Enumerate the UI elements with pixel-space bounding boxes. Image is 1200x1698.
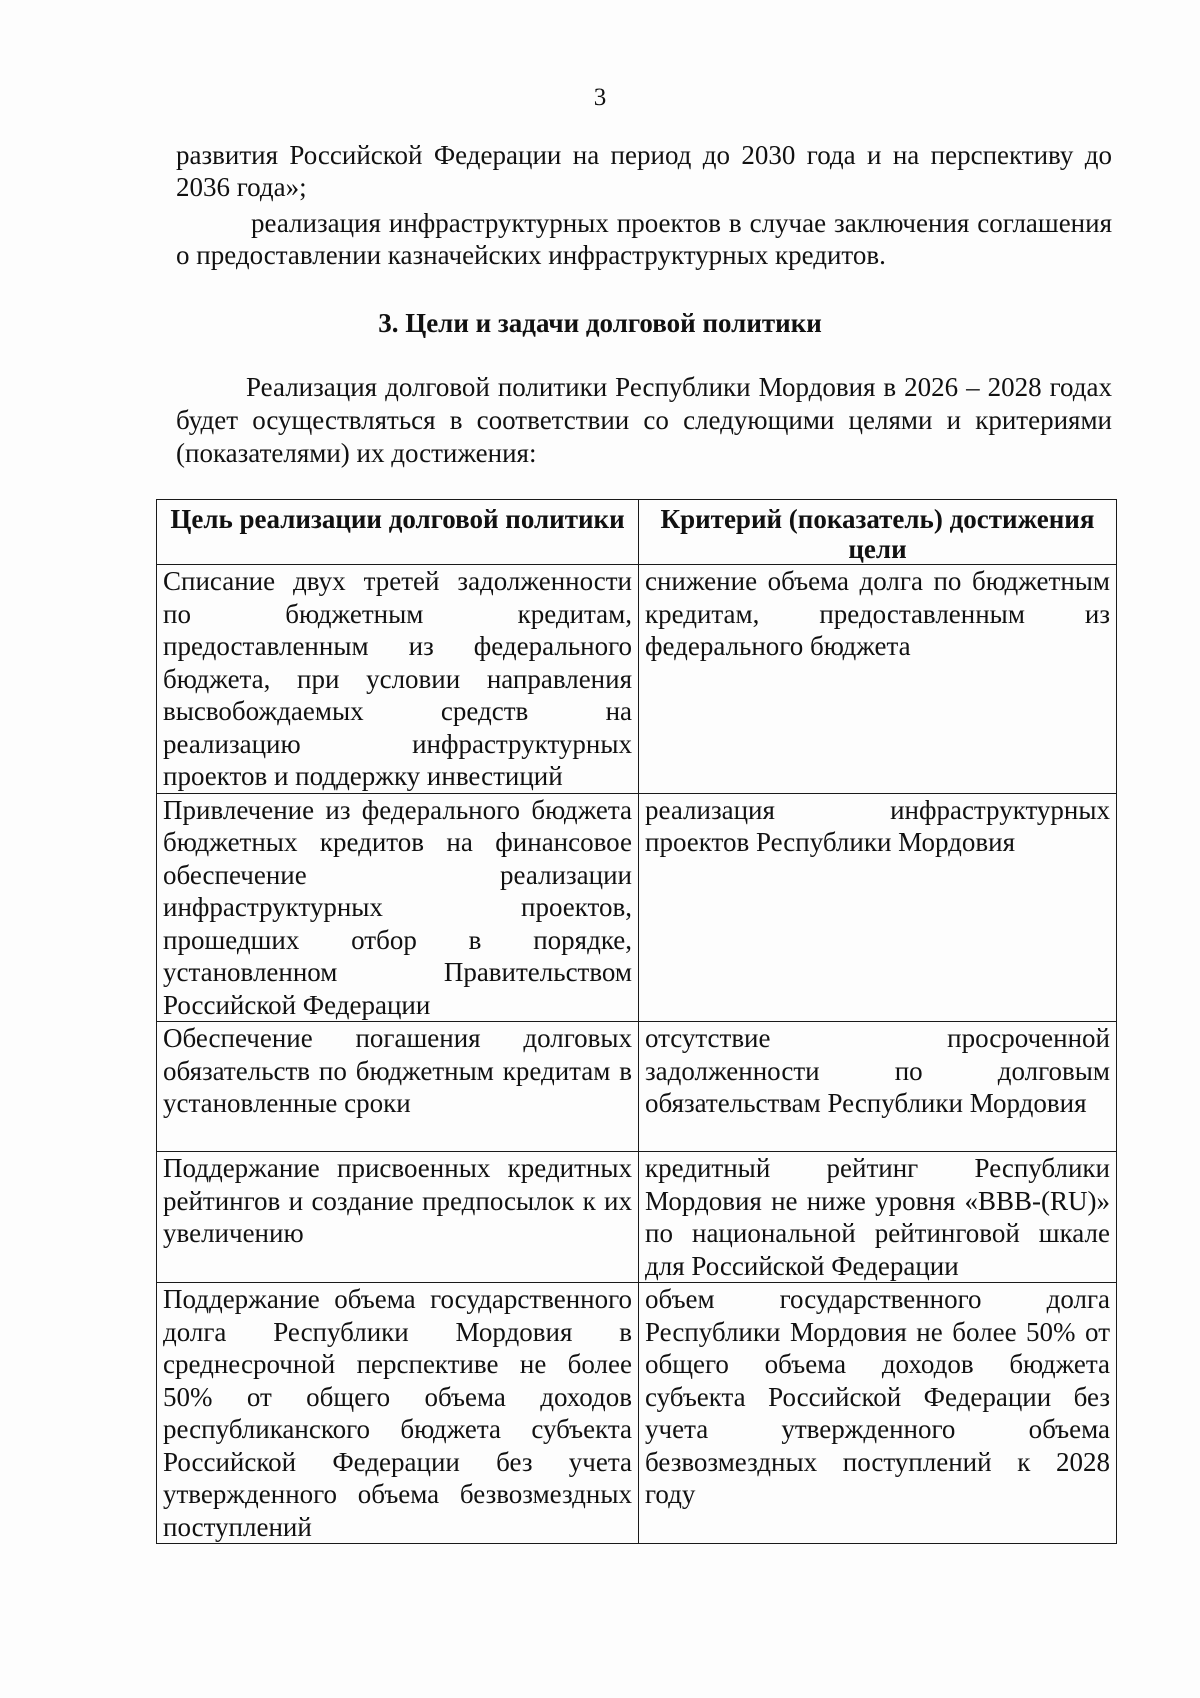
header-goal: Цель реализации долговой политики [157, 500, 639, 565]
table-row [157, 565, 1117, 794]
header-criterion: Критерий (показатель) достижения цели [639, 500, 1117, 565]
criterion-cell: снижение объема долга по бюджетным кредитам, предоставленным из федерального бюджета [639, 565, 1117, 794]
table-row [157, 1022, 1117, 1152]
criterion-cell: объем государственного долга Республики Мордовия не более 50% от общего объема доходов бюджета субъекта Российской Федерации без учета утвержденного объема безвозмездных поступлений к 2028 году [639, 1283, 1117, 1544]
table-header-row [157, 500, 1117, 565]
section-lead: Реализация долговой политики Республики Мордовия в 2026 – 2028 годах будет осуществляться в соответствии со следующими целями и критериями (показателями) их достижения: [176, 372, 1112, 468]
table-row [157, 793, 1117, 1022]
goal-cell: Обеспечение погашения долговых обязательств по бюджетным кредитам в установленные сроки [157, 1022, 639, 1152]
criterion-cell: отсутствие просроченной задолженности по долговым обязательствам Республики Мордовия [639, 1022, 1117, 1152]
intro-continuation: развития Российской Федерации на период до 2030 года и на перспективу до 2036 года»; [176, 140, 1112, 202]
intro-item: реализация инфраструктурных проектов в случае заключения соглашения о предоставлении казначейских инфраструктурных кредитов. [176, 208, 1112, 270]
page-number: 3 [593, 84, 607, 111]
criterion-cell: кредитный рейтинг Республики Мордовия не ниже уровня «BBB-(RU)» по национальной рейтинговой шкале для Российской Федерации [639, 1152, 1117, 1283]
criterion-cell: реализация инфраструктурных проектов Республики Мордовия [639, 793, 1117, 1022]
goal-cell: Поддержание присвоенных кредитных рейтингов и создание предпосылок к их увеличению [157, 1152, 639, 1283]
goal-cell: Поддержание объема государственного долга Республики Мордовия в среднесрочной перспективе не более 50% от общего объема доходов республиканского бюджета субъекта Российской Федерации без учета утвержденного объема безвозмездных поступлений [157, 1283, 639, 1544]
table-row [157, 1152, 1117, 1283]
table-row [157, 1283, 1117, 1544]
section-title: 3. Цели и задачи долговой политики [378, 308, 822, 338]
goals-table [156, 499, 1117, 1544]
goal-cell: Привлечение из федерального бюджета бюджетных кредитов на финансовое обеспечение реализации инфраструктурных проектов, прошедших отбор в порядке, установленном Правительством Российской Федерации [157, 793, 639, 1022]
goal-cell: Списание двух третей задолженности по бюджетным кредитам, предоставленным из федерального бюджета, при условии направления высвобождаемых средств на реализацию инфраструктурных проектов и поддержку инвестиций [157, 565, 639, 794]
